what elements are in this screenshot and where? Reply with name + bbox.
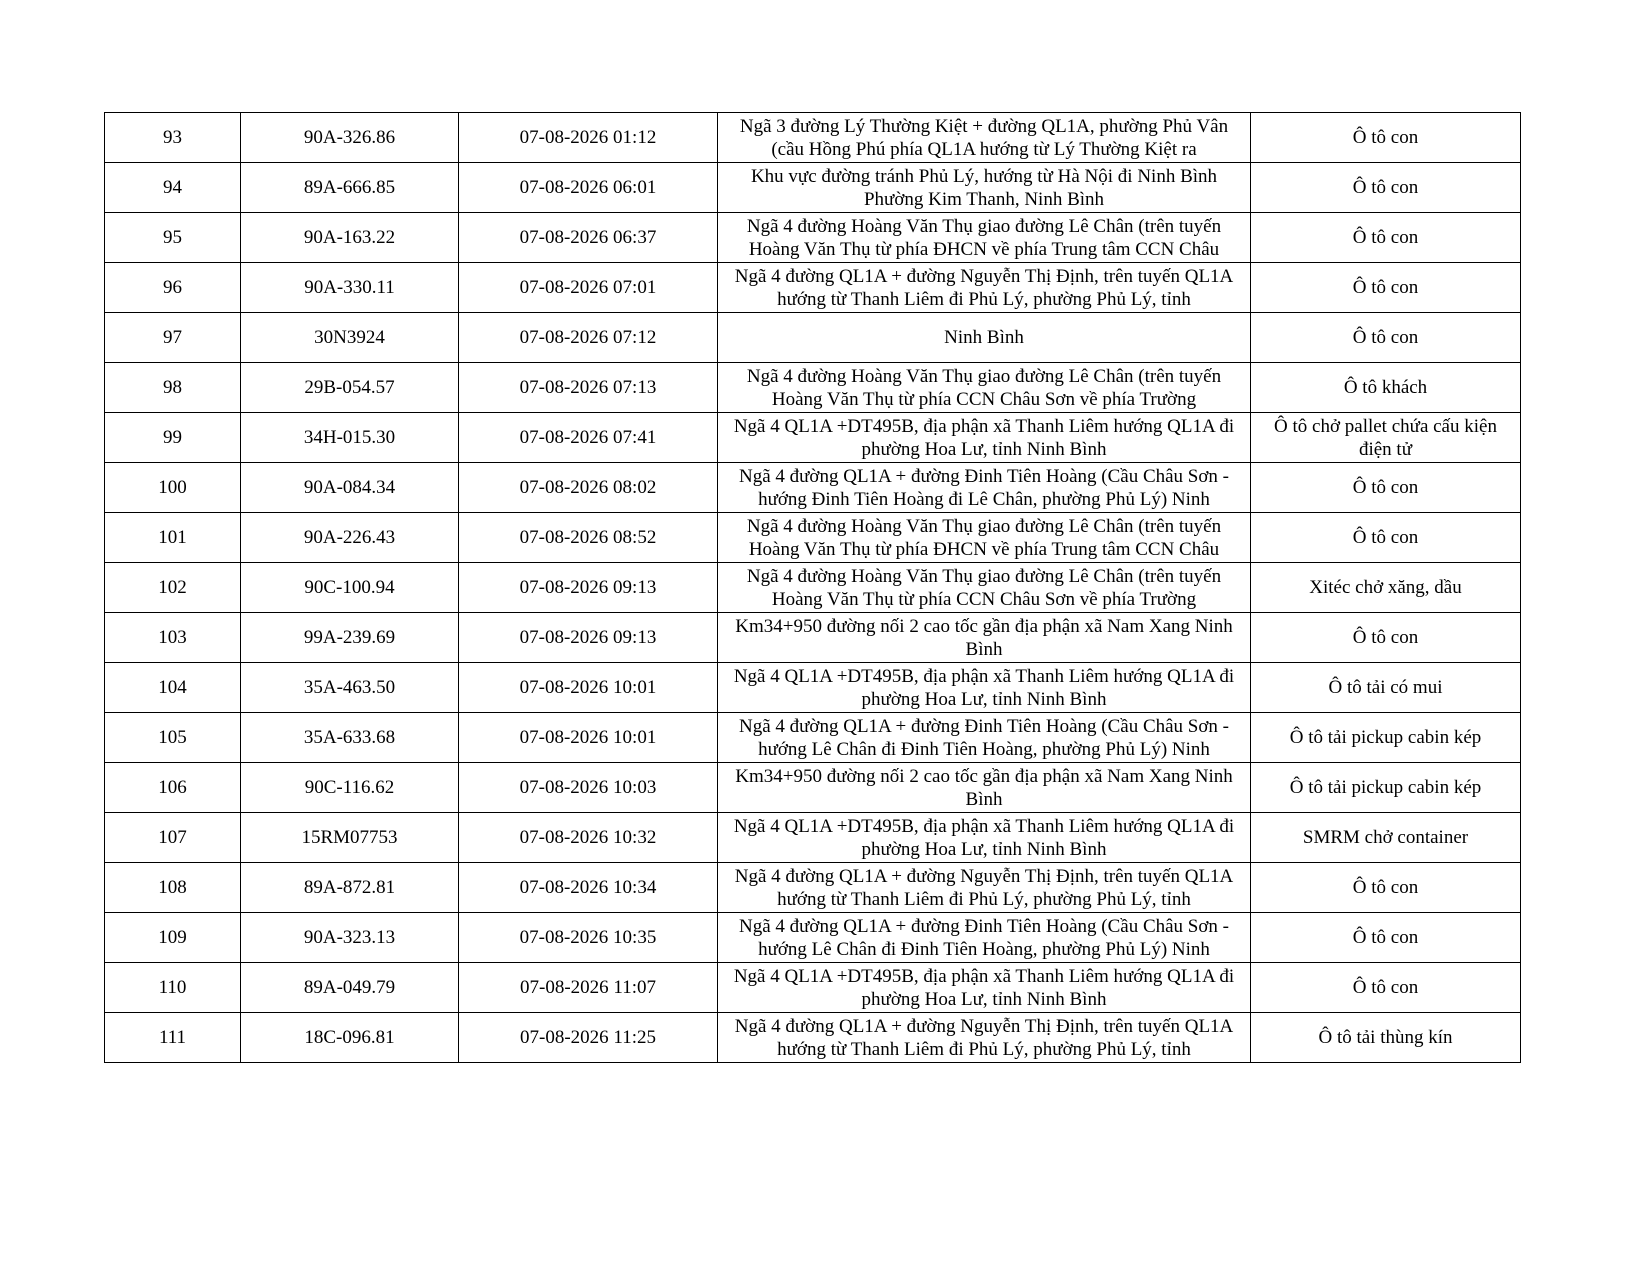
location-text: Ngã 4 đường QL1A + đường Nguyễn Thị Định, trên tuyến QL1A hướng từ Thanh Liêm đi Phủ Lý, phường Phủ Lý, tỉnh <box>734 265 1234 310</box>
cell-location <box>718 113 1251 163</box>
cell-vehicle-type: Ô tô tải pickup cabin kép <box>1251 713 1521 763</box>
cell-violation-time: 07-08-2026 10:03 <box>459 763 718 813</box>
table-row <box>105 513 1521 563</box>
cell-vehicle-type: Ô tô tải có mui <box>1251 663 1521 713</box>
table-row <box>105 313 1521 363</box>
cell-vehicle-type: Ô tô tải thùng kín <box>1251 1013 1521 1063</box>
cell-vehicle-type: Ô tô con <box>1251 213 1521 263</box>
cell-vehicle-type: Xitéc chở xăng, dầu <box>1251 563 1521 613</box>
location-text: Ngã 4 đường QL1A + đường Đinh Tiên Hoàng (Cầu Châu Sơn - hướng Lê Chân đi Đinh Tiên Hoàng, phường Phủ Lý) Ninh <box>738 915 1229 960</box>
cell-stt: 104 <box>105 663 241 713</box>
cell-license-plate: 90C-116.62 <box>241 763 459 813</box>
table-row <box>105 1013 1521 1063</box>
location-text: Ngã 4 đường Hoàng Văn Thụ giao đường Lê Chân (trên tuyến Hoàng Văn Thụ từ phía CCN Châu Sơn về phía Trường <box>746 565 1222 610</box>
cell-stt: 97 <box>105 313 241 363</box>
cell-license-plate: 90A-330.11 <box>241 263 459 313</box>
location-text: Ngã 4 QL1A +DT495B, địa phận xã Thanh Liêm hướng QL1A đi phường Hoa Lư, tỉnh Ninh Bình <box>733 965 1235 1010</box>
cell-stt: 100 <box>105 463 241 513</box>
cell-location <box>718 563 1251 613</box>
cell-location <box>718 663 1251 713</box>
table-row <box>105 163 1521 213</box>
table-row <box>105 413 1521 463</box>
cell-license-plate: 89A-666.85 <box>241 163 459 213</box>
table-row <box>105 563 1521 613</box>
cell-stt: 102 <box>105 563 241 613</box>
cell-location <box>718 913 1251 963</box>
cell-license-plate: 30N3924 <box>241 313 459 363</box>
cell-license-plate: 90A-084.34 <box>241 463 459 513</box>
cell-stt: 101 <box>105 513 241 563</box>
cell-location <box>718 313 1251 363</box>
cell-violation-time: 07-08-2026 10:01 <box>459 663 718 713</box>
table-row <box>105 113 1521 163</box>
table-row <box>105 713 1521 763</box>
cell-license-plate: 89A-049.79 <box>241 963 459 1013</box>
cell-stt: 106 <box>105 763 241 813</box>
cell-violation-time: 07-08-2026 10:32 <box>459 813 718 863</box>
location-text: Ngã 4 đường QL1A + đường Nguyễn Thị Định, trên tuyến QL1A hướng từ Thanh Liêm đi Phủ Lý, phường Phủ Lý, tỉnh <box>734 865 1234 910</box>
cell-violation-time: 07-08-2026 07:41 <box>459 413 718 463</box>
cell-location <box>718 713 1251 763</box>
cell-vehicle-type: Ô tô chở pallet chứa cấu kiện điện tử <box>1251 413 1521 463</box>
cell-location <box>718 763 1251 813</box>
table-row <box>105 763 1521 813</box>
cell-stt: 111 <box>105 1013 241 1063</box>
cell-violation-time: 07-08-2026 01:12 <box>459 113 718 163</box>
cell-stt: 95 <box>105 213 241 263</box>
cell-license-plate: 89A-872.81 <box>241 863 459 913</box>
cell-license-plate: 15RM07753 <box>241 813 459 863</box>
cell-violation-time: 07-08-2026 09:13 <box>459 613 718 663</box>
location-text: Ngã 4 đường QL1A + đường Đinh Tiên Hoàng (Cầu Châu Sơn - hướng Lê Chân đi Đinh Tiên Hoàng, phường Phủ Lý) Ninh <box>738 715 1229 760</box>
cell-violation-time: 07-08-2026 07:12 <box>459 313 718 363</box>
location-text: Km34+950 đường nối 2 cao tốc gần địa phận xã Nam Xang Ninh Bình <box>735 615 1233 660</box>
cell-violation-time: 07-08-2026 08:52 <box>459 513 718 563</box>
cell-vehicle-type: Ô tô con <box>1251 113 1521 163</box>
cell-license-plate: 34H-015.30 <box>241 413 459 463</box>
cell-vehicle-type: Ô tô con <box>1251 463 1521 513</box>
location-text: Ngã 4 đường Hoàng Văn Thụ giao đường Lê Chân (trên tuyến Hoàng Văn Thụ từ phía ĐHCN về phía Trung tâm CCN Châu <box>746 515 1222 560</box>
cell-license-plate: 35A-463.50 <box>241 663 459 713</box>
cell-vehicle-type: Ô tô con <box>1251 513 1521 563</box>
cell-vehicle-type: Ô tô con <box>1251 863 1521 913</box>
cell-violation-time: 07-08-2026 10:01 <box>459 713 718 763</box>
cell-violation-time: 07-08-2026 06:37 <box>459 213 718 263</box>
cell-location <box>718 163 1251 213</box>
cell-location <box>718 613 1251 663</box>
table-row <box>105 913 1521 963</box>
cell-license-plate: 99A-239.69 <box>241 613 459 663</box>
cell-violation-time: 07-08-2026 06:01 <box>459 163 718 213</box>
cell-location <box>718 363 1251 413</box>
table-row <box>105 663 1521 713</box>
table-row <box>105 263 1521 313</box>
cell-vehicle-type: Ô tô con <box>1251 963 1521 1013</box>
cell-stt: 105 <box>105 713 241 763</box>
location-text: Ngã 4 QL1A +DT495B, địa phận xã Thanh Liêm hướng QL1A đi phường Hoa Lư, tỉnh Ninh Bình <box>733 665 1235 710</box>
cell-vehicle-type: Ô tô tải pickup cabin kép <box>1251 763 1521 813</box>
cell-violation-time: 07-08-2026 10:34 <box>459 863 718 913</box>
cell-license-plate: 90A-163.22 <box>241 213 459 263</box>
cell-license-plate: 90A-326.86 <box>241 113 459 163</box>
cell-stt: 96 <box>105 263 241 313</box>
cell-stt: 103 <box>105 613 241 663</box>
cell-location <box>718 463 1251 513</box>
cell-license-plate: 35A-633.68 <box>241 713 459 763</box>
cell-location <box>718 263 1251 313</box>
cell-vehicle-type: Ô tô con <box>1251 913 1521 963</box>
location-text: Km34+950 đường nối 2 cao tốc gần địa phận xã Nam Xang Ninh Bình <box>735 765 1233 810</box>
cell-stt: 109 <box>105 913 241 963</box>
cell-license-plate: 90A-323.13 <box>241 913 459 963</box>
cell-license-plate: 90A-226.43 <box>241 513 459 563</box>
location-text: Ngã 4 đường QL1A + đường Đinh Tiên Hoàng (Cầu Châu Sơn - hướng Đinh Tiên Hoàng đi Lê Chân, phường Phủ Lý) Ninh <box>738 465 1229 510</box>
cell-vehicle-type: Ô tô con <box>1251 613 1521 663</box>
cell-vehicle-type: Ô tô con <box>1251 163 1521 213</box>
location-text: Khu vực đường tránh Phủ Lý, hướng từ Hà Nội đi Ninh Bình Phường Kim Thanh, Ninh Bình <box>750 165 1218 210</box>
table-row <box>105 613 1521 663</box>
cell-location <box>718 863 1251 913</box>
cell-stt: 93 <box>105 113 241 163</box>
cell-stt: 107 <box>105 813 241 863</box>
location-text: Ninh Bình <box>944 327 1024 348</box>
cell-location <box>718 213 1251 263</box>
cell-violation-time: 07-08-2026 11:25 <box>459 1013 718 1063</box>
cell-location <box>718 1013 1251 1063</box>
cell-stt: 94 <box>105 163 241 213</box>
cell-stt: 110 <box>105 963 241 1013</box>
cell-vehicle-type: SMRM chở container <box>1251 813 1521 863</box>
cell-violation-time: 07-08-2026 08:02 <box>459 463 718 513</box>
cell-location <box>718 813 1251 863</box>
location-text: Ngã 4 QL1A +DT495B, địa phận xã Thanh Liêm hướng QL1A đi phường Hoa Lư, tỉnh Ninh Bình <box>733 415 1235 460</box>
cell-vehicle-type: Ô tô con <box>1251 313 1521 363</box>
cell-location <box>718 513 1251 563</box>
cell-stt: 99 <box>105 413 241 463</box>
violations-table-body <box>105 113 1521 1063</box>
location-text: Ngã 4 QL1A +DT495B, địa phận xã Thanh Liêm hướng QL1A đi phường Hoa Lư, tỉnh Ninh Bình <box>733 815 1235 860</box>
location-text: Ngã 3 đường Lý Thường Kiệt + đường QL1A, phường Phủ Vân (cầu Hồng Phú phía QL1A hướng từ Lý Thường Kiệt ra <box>739 115 1229 160</box>
cell-vehicle-type: Ô tô khách <box>1251 363 1521 413</box>
location-text: Ngã 4 đường Hoàng Văn Thụ giao đường Lê Chân (trên tuyến Hoàng Văn Thụ từ phía CCN Châu Sơn về phía Trường <box>746 365 1222 410</box>
cell-stt: 108 <box>105 863 241 913</box>
cell-license-plate: 29B-054.57 <box>241 363 459 413</box>
cell-location <box>718 413 1251 463</box>
cell-violation-time: 07-08-2026 07:01 <box>459 263 718 313</box>
table-row <box>105 963 1521 1013</box>
violations-table <box>104 112 1521 1063</box>
table-row <box>105 213 1521 263</box>
cell-violation-time: 07-08-2026 09:13 <box>459 563 718 613</box>
cell-stt: 98 <box>105 363 241 413</box>
cell-location <box>718 963 1251 1013</box>
table-row <box>105 363 1521 413</box>
cell-violation-time: 07-08-2026 11:07 <box>459 963 718 1013</box>
location-text: Ngã 4 đường QL1A + đường Nguyễn Thị Định, trên tuyến QL1A hướng từ Thanh Liêm đi Phủ Lý, phường Phủ Lý, tỉnh <box>734 1015 1234 1060</box>
cell-violation-time: 07-08-2026 07:13 <box>459 363 718 413</box>
cell-license-plate: 90C-100.94 <box>241 563 459 613</box>
location-text: Ngã 4 đường Hoàng Văn Thụ giao đường Lê Chân (trên tuyến Hoàng Văn Thụ từ phía ĐHCN về phía Trung tâm CCN Châu <box>746 215 1222 260</box>
table-row <box>105 863 1521 913</box>
cell-license-plate: 18C-096.81 <box>241 1013 459 1063</box>
table-row <box>105 463 1521 513</box>
cell-violation-time: 07-08-2026 10:35 <box>459 913 718 963</box>
table-row <box>105 813 1521 863</box>
cell-vehicle-type: Ô tô con <box>1251 263 1521 313</box>
